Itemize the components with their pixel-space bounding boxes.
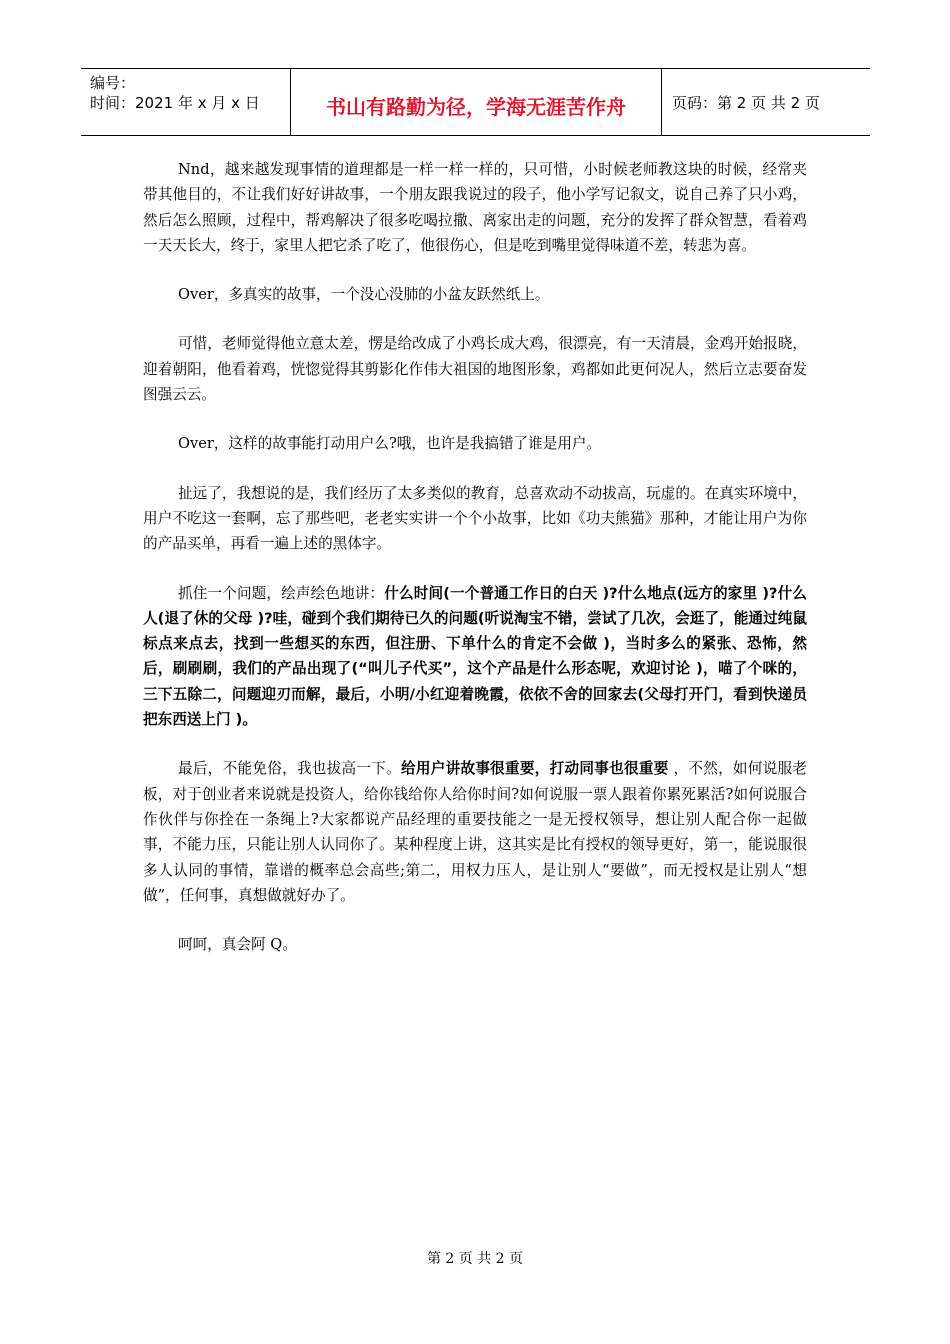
document-date-label: 时间：2021 年 x 月 x 日 [90, 94, 260, 112]
paragraph-7-emphasis: 给用户讲故事很重要，打动同事也很重要 [401, 760, 669, 778]
page-footer: 第 2 页 共 2 页 [426, 1251, 524, 1267]
paragraph-6 [143, 581, 807, 733]
paragraph-6-lead: 抓住一个问题，绘声绘色地讲： [178, 584, 385, 602]
document-id-label: 编号： [90, 74, 136, 92]
paragraph-5: 扯远了，我想说的是，我们经历了太多类似的教育，总喜欢动不动拔高，玩虚的。在真实环境中，用户不吃这一套啊，忘了那些吧，老老实实讲一个个小故事，比如《功夫熊猫》那种，才能让用户为你的产品买单，再看一遍上述的黑体字。 [143, 484, 807, 553]
paragraph-1: Nnd，越来越发现事情的道理都是一样一样一样的，只可惜，小时候老师教这块的时候，经常夹带其他目的，不让我们好好讲故事，一个朋友跟我说过的段子，他小学写记叙文，说自己养了只小鸡，然后怎么照顾，过程中，帮鸡解决了很多吃喝拉撒、离家出走的问题，充分的发挥了群众智慧，看着鸡一天天长大，终于，家里人把它杀了吃了，他很伤心，但是吃到嘴里觉得味道不差，转悲为喜。 [143, 161, 807, 254]
paragraph-7-lead: 最后，不能免俗，我也拔高一下。 [178, 760, 401, 778]
paragraph-7 [143, 756, 807, 908]
paragraph-3: 可惜，老师觉得他立意太差，愣是给改成了小鸡长成大鸡，很漂亮，有一天清晨，金鸡开始报晓，迎着朝阳，他看着鸡，恍惚觉得其剪影化作伟大祖国的地图形象，鸡都如此更何况人，然后立志要奋发图强云云。 [143, 335, 807, 404]
paragraph-6-emphasis: 什么时间(一个普通工作日的白天 )?什么地点(远方的家里 )?什么人(退了休的父母 )?哇，碰到个我们期待已久的问题(听说淘宝不错，尝试了几次，会逛了，能通过纯鼠标点来点去，找到一些想买的东西，但注册、下单什么的肯定不会做 )，当时多么的紧张、恐怖，然后，刷刷刷，我们的产品出现了(“叫儿子代买”，这个产品是什么形态呢，欢迎讨论 )，喵了个咪的，三下五除二，问题迎刃而解，最后，小明/小红迎着晚霞，依依不舍的回家去(父母打开门，看到快递员把东西送上门 )。 [143, 584, 807, 729]
paragraph-8: 呵呵，真会阿 Q。 [178, 936, 297, 954]
header-meta [81, 69, 291, 136]
page-header [81, 68, 870, 136]
paragraph-2: Over，多真实的故事，一个没心没肺的小盆友跃然纸上。 [178, 286, 550, 304]
paragraph-7-rest: ，不然，如何说服老板，对于创业者来说就是投资人，给你钱给你人给你时间?如何说服一票人跟着你累死累活?如何说服合作伙伴与你拴在一条绳上?大家都说产品经理的重要技能之一是无授权领导，想让别人配合你一起做事，不能力压，只能让别人认同你了。某种程度上讲，这其实是比有授权的领导更好，第一，能说服很多人认同的事情，靠谱的概率总会高些;第二，用权力压人，是让别人“要做”，而无授权是让别人“想做”，任何事，真想做就好办了。 [143, 760, 807, 904]
paragraph-4: Over，这样的故事能打动用户么?哦，也许是我搞错了谁是用户。 [178, 435, 602, 453]
document-body [143, 157, 807, 981]
header-motto: 书山有路勤为径，学海无涯苦作舟 [291, 69, 662, 136]
header-page-info: 页码：第 2 页 共 2 页 [662, 69, 871, 136]
